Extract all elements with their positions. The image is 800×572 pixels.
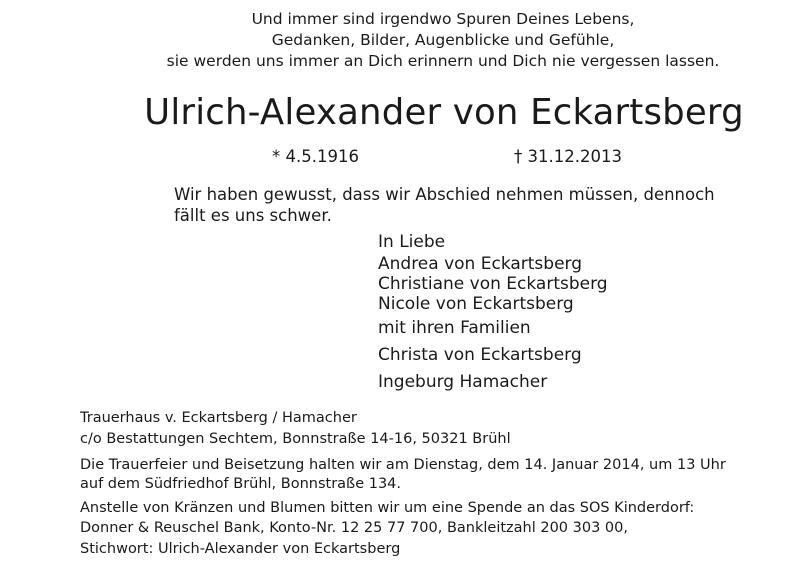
ceremony-line-2: auf dem Südfriedhof Brühl, Bonnstraße 134. <box>80 476 402 492</box>
death-date: † 31.12.2013 <box>514 147 622 166</box>
poem-line-1: Und immer sind irgendwo Spuren Deines Lebens, <box>251 10 635 28</box>
donation-line-1: Anstelle von Kränzen und Blumen bitten wir um eine Spende an das SOS Kinderdorf: <box>80 500 695 516</box>
deceased-name: Ulrich-Alexander von Eckartsberg <box>144 92 744 133</box>
mourner-line: mit ihren Familien <box>378 318 531 338</box>
mourner-line: In Liebe <box>378 232 446 252</box>
intro-line-2: fällt es uns schwer. <box>174 206 332 225</box>
donation-line-3: Stichwort: Ulrich-Alexander von Eckartsberg <box>80 541 401 557</box>
mourner-line: Christiane von Eckartsberg <box>378 274 608 294</box>
mourning-address: c/o Bestattungen Sechtem, Bonnstraße 14-16, 50321 Brühl <box>80 431 511 447</box>
ceremony-line-1: Die Trauerfeier und Beisetzung halten wir am Dienstag, dem 14. Januar 2014, um 13 Uhr <box>80 457 726 473</box>
birth-date: * 4.5.1916 <box>272 147 359 166</box>
mourner-line: Nicole von Eckartsberg <box>378 294 574 314</box>
mourner-line: Andrea von Eckartsberg <box>378 254 583 274</box>
intro-line-1: Wir haben gewusst, dass wir Abschied nehmen müssen, dennoch <box>174 185 715 204</box>
mourning-house: Trauerhaus v. Eckartsberg / Hamacher <box>80 410 357 426</box>
mourner-line: Christa von Eckartsberg <box>378 345 582 365</box>
poem-line-2: Gedanken, Bilder, Augenblicke und Gefühle, <box>271 31 615 49</box>
donation-line-2: Donner & Reuschel Bank, Konto-Nr. 12 25 77 700, Bankleitzahl 200 303 00, <box>80 520 628 536</box>
poem-line-3: sie werden uns immer an Dich erinnern und Dich nie vergessen lassen. <box>166 52 720 70</box>
mourner-line: Ingeburg Hamacher <box>378 372 548 392</box>
